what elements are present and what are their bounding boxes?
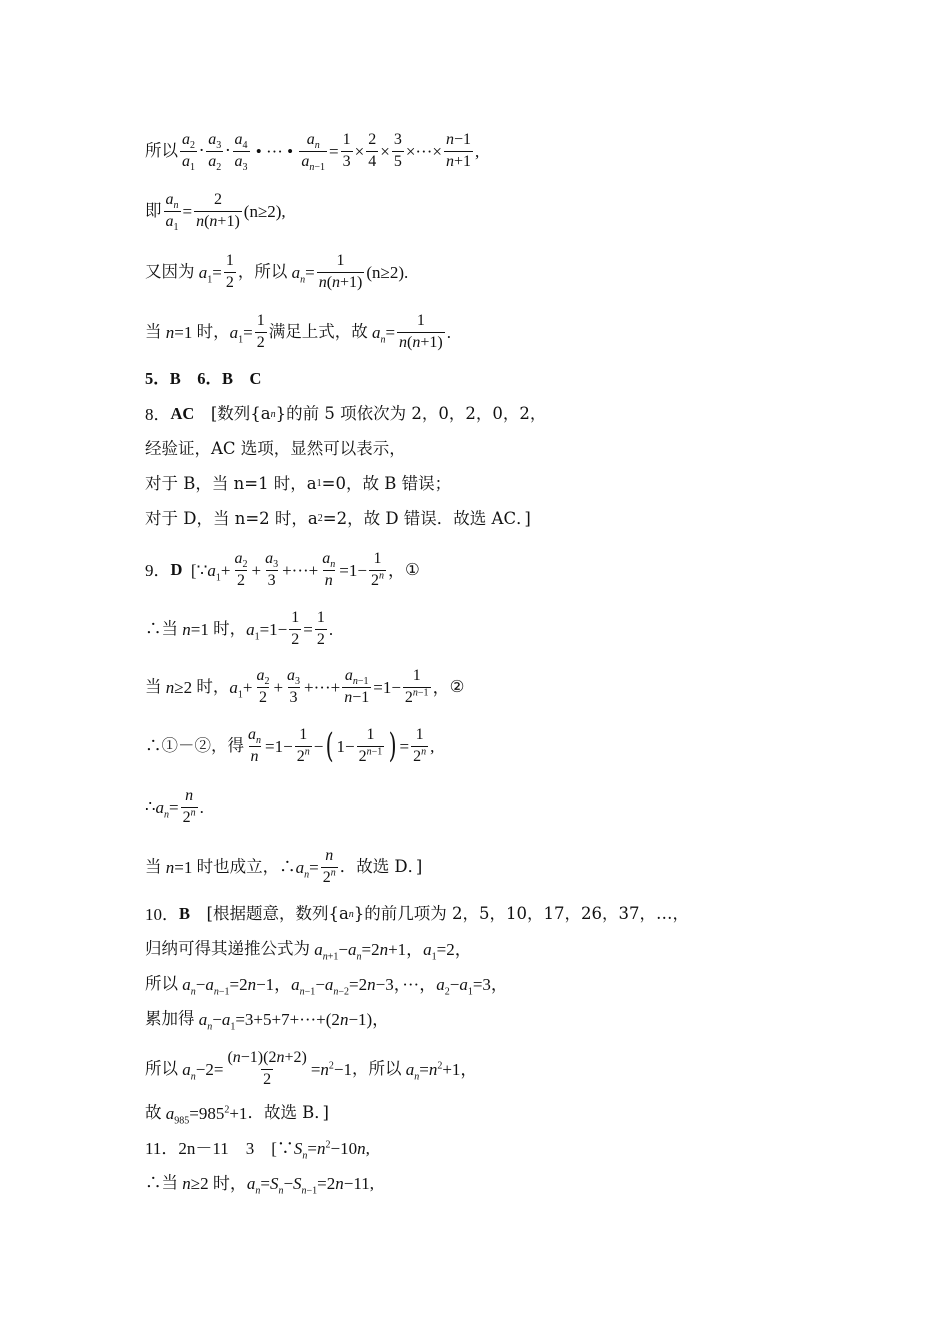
answer-10-line-5: 所以 $a_n-2=$ $\frac{(n-1)(2n+2)}{2}$ $=n^2-1$ ，所以 $a_n=n^2+1$， [145, 1049, 478, 1088]
answer-10-line-2: 归纳可得其递推公式为 $a_{n+1}-a_n=2n+1$，$a_1=2$， [145, 939, 472, 963]
answer-11: 11．2n－11 3 [∵ $S_n=n^2-10n$, [145, 1139, 370, 1162]
answer-9-line-5: ∴ $a_n=$ $\frac{n}{2^n}$ . [145, 787, 204, 826]
answer-9-line-3: 当 n≥2 时， $a_1+$ $\frac{a_2}{2}$ + $\frac{a_3}{3}$ +···+ $\frac{a_{n-1}}{n-1}$ =1− $\frac{1}{2^{n-1}}$ ， ② [145, 667, 465, 706]
answer-8: 8． AC [数列{a n }的前 5 项依次为 2，0，2，0，2， [145, 404, 547, 424]
answer-10-line-4: 累加得 $a_n-a_1=3+5+7+\cdot\cdot\cdot+(2n-1)$， [145, 1009, 390, 1033]
line-1: 所以 $a_2$ $a_1$ · $a_3$ $a_2$ · $a_4$ $a_3$ • ··· • $\frac{a_n}{a_{n-1}}$ = $\frac{1}{3}$ × $\frac{2}{4}$ × $\frac{3}{5}$ ×···× $\frac{n-1}{n+1}$ , [145, 131, 480, 173]
answer-10-line-3: 所以 $a_n-a_{n-1}=2n-1$，$a_{n-1}-a_{n-2}=2n-3$，···，$a_2-a_1=3$， [145, 974, 508, 998]
answer-9: 9． D [$\because a_1+$ $\frac{a_2}{2}$ + $\frac{a_3}{3}$ +···+ $\frac{a_n}{n}$ =1− $\frac{1}{2^n}$ ， ① [145, 550, 420, 589]
answer-10-line-6: 故 $a_{985}=985^2+1$ ．故选 B．] [145, 1103, 329, 1127]
answer-9-line-4: ∴①－②，得 $\frac{a_n}{n}$ =1− $\frac{1}{2^n}$ − ( 1− $\frac{1}{2^{n-1}}$ ) = $\frac{1}{2^n}$ , [145, 726, 435, 767]
line-3: 又因为 $a_1=$ $\frac{1}{2}$ ，所以 $a_n=$ $\frac{1}{n(n+1)}$ (n≥2). [145, 252, 409, 291]
answer-9-line-2: ∴当 n=1 时， $a_1=1-$ $\frac{1}{2}$ = $\frac{1}{2}$ . [145, 609, 334, 648]
answer-8-line-3: 对于 B，当 n=1 时，a 1 =0，故 B 错误； [145, 474, 452, 493]
answer-8-line-4: 对于 D，当 n=2 时，a 2 =2，故 D 错误．故选 AC．] [145, 509, 531, 528]
answer-8-line-2: 经验证，AC 选项，显然可以表示， [145, 439, 406, 458]
answer-9-line-6: 当 n=1 时也成立，∴ $a_n=$ $\frac{n}{2^n}$ ．故选 D．] [145, 847, 423, 886]
line-2: 即 $\frac{a_n}{a_1}$ = $\frac{2}{n(n+1)}$ (n≥2), [145, 191, 286, 233]
answers-5-6: 5．B 6．B C [145, 369, 262, 388]
answer-11-line-2: ∴当 n≥2 时，$a_n=S_n-S_{n-1}=2n-11$, [145, 1173, 374, 1197]
line-4: 当 n=1 时， $a_1=$ $\frac{1}{2}$ 满足上式，故 $a_n=$ $\frac{1}{n(n+1)}$ . [145, 312, 451, 351]
answer-10: 10． B [根据题意，数列{a n }的前几项为 2，5，10，17，26，37，…， [145, 904, 690, 924]
